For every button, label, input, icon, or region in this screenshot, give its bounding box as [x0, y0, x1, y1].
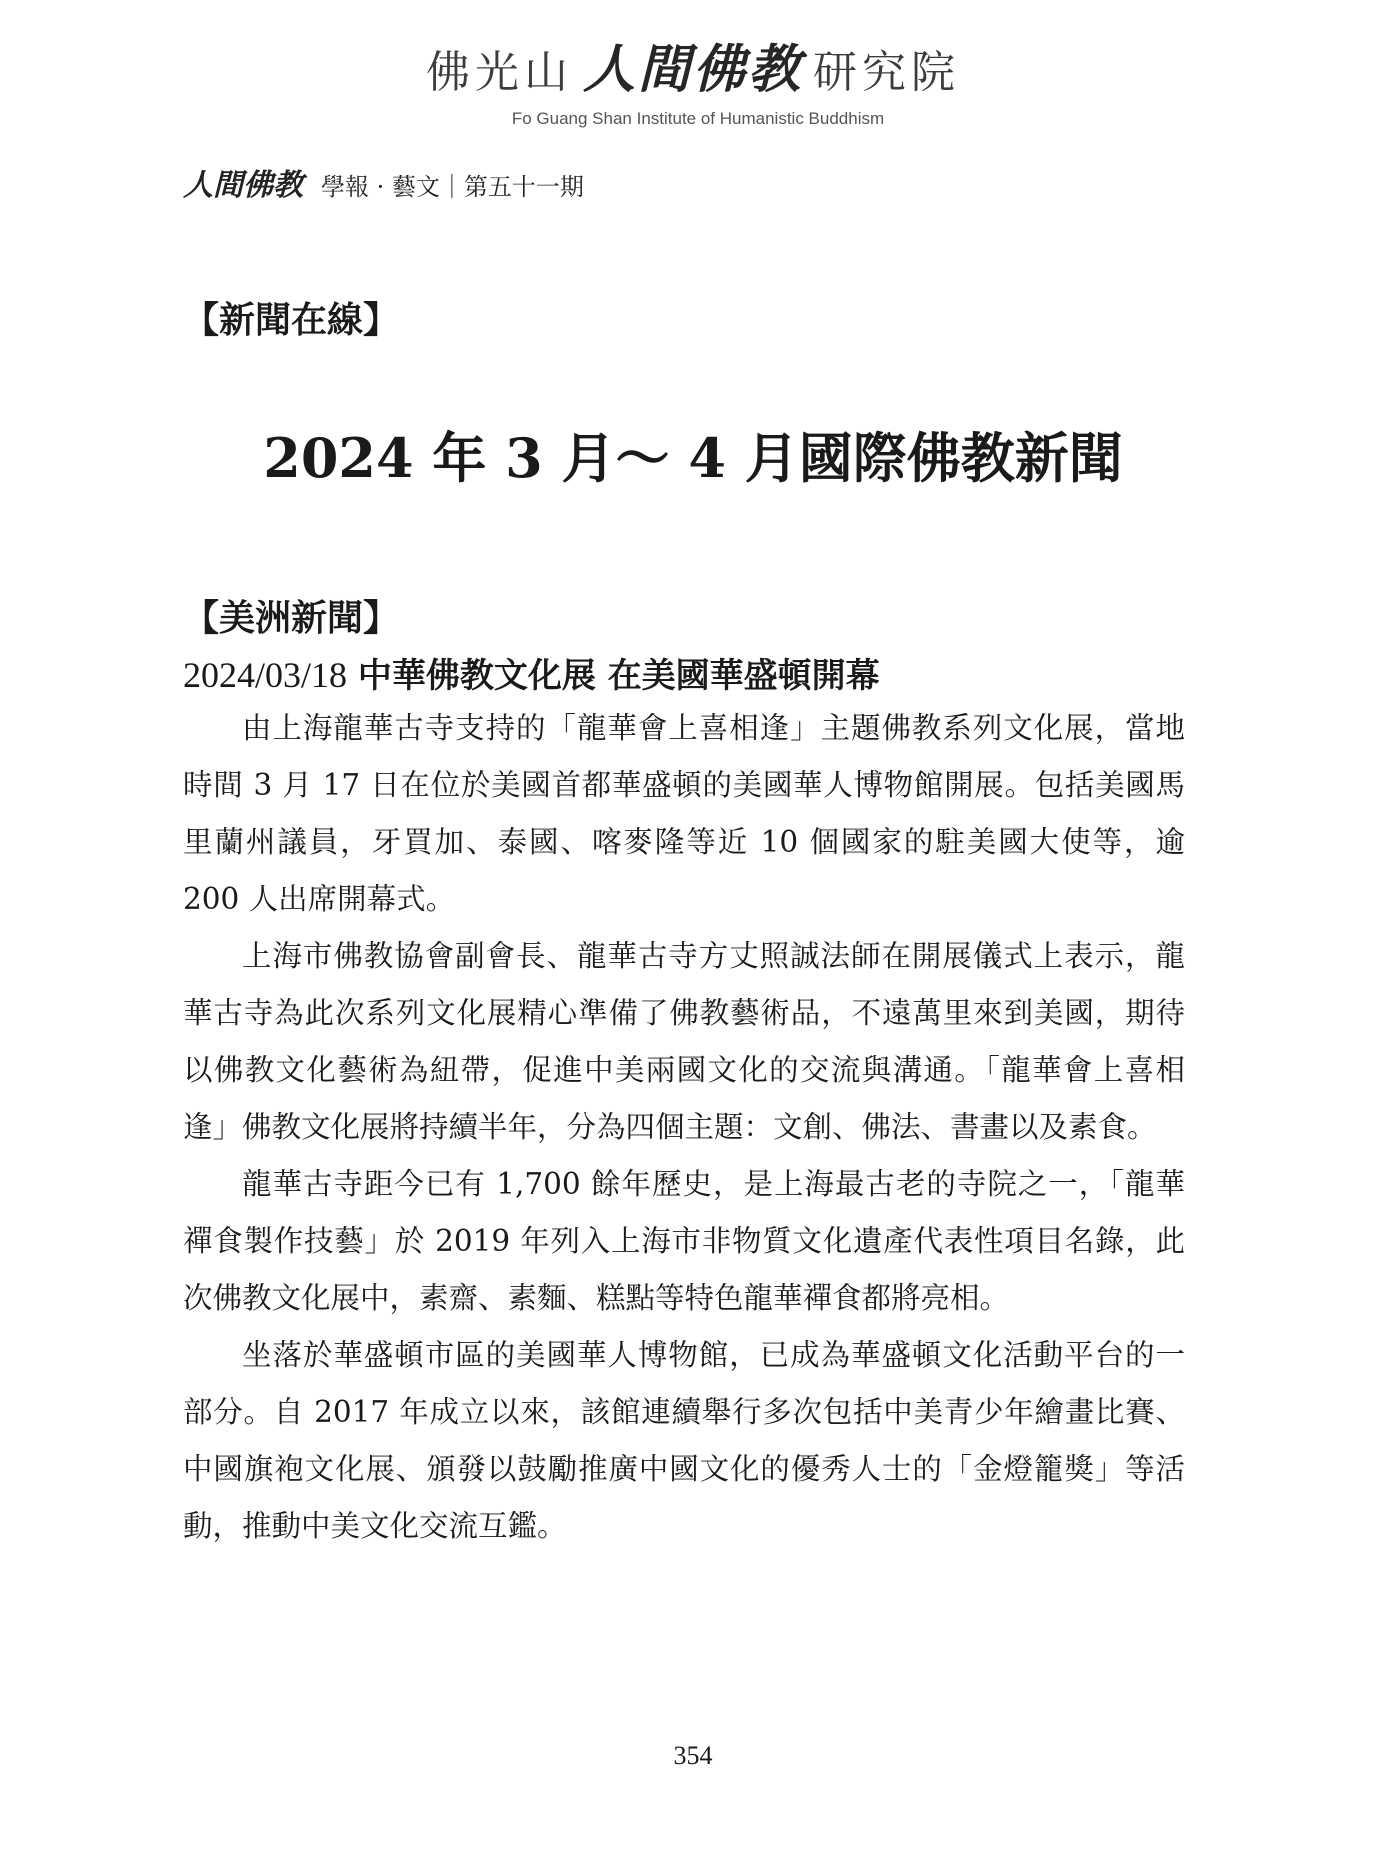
- article-paragraph-1: 由上海龍華古寺支持的「龍華會上喜相逢」主題佛教系列文化展，當地時間 3 月 17 日在位於美國首都華盛頓的美國華人博物館開展。包括美國馬里蘭州議員，牙買加、泰國、喀麥隆等近 10 個國家的駐美國大使等，逾 200 人出席開幕式。: [183, 711, 1185, 916]
- masthead-logo-text: 人間佛教: [582, 40, 803, 100]
- page-title: 2024 年 3 月～ 4 月國際佛教新聞: [263, 426, 1123, 490]
- institute-name-english: Fo Guang Shan Institute of Humanistic Buddhism: [511, 109, 885, 128]
- article-title: 中華佛教文化展 在美國華盛頓開幕: [357, 656, 880, 696]
- masthead-right: 研究院: [813, 47, 960, 98]
- journal-brand: 人間佛教: [183, 168, 303, 203]
- article-body: [183, 700, 1185, 1555]
- institute-masthead: [0, 40, 1386, 129]
- page-number: 354: [673, 1741, 713, 1770]
- article-date: 2024/03/18: [183, 655, 348, 695]
- masthead-left: 佛光山: [425, 47, 573, 98]
- section-label-news: 【新聞在線】: [183, 299, 400, 341]
- section-label-region: 【美洲新聞】: [183, 597, 400, 639]
- institute-name-chinese: [0, 40, 1386, 103]
- article-paragraph-3: 龍華古寺距今已有 1,700 餘年歷史，是上海最古老的寺院之一，「龍華禪食製作技藝」於 2019 年列入上海市非物質文化遺產代表性項目名錄，此次佛教文化展中，素齋、素麵、糕點等特色龍華禪食都將亮相。: [183, 1167, 1185, 1315]
- article-headline: [183, 648, 880, 697]
- journal-issue: 學報 · 藝文｜第五十一期: [321, 173, 584, 201]
- article-paragraph-2: 上海市佛教協會副會長、龍華古寺方丈照誠法師在開展儀式上表示，龍華古寺為此次系列文化展精心準備了佛教藝術品，不遠萬里來到美國，期待以佛教文化藝術為紐帶，促進中美兩國文化的交流與溝通。「龍華會上喜相逢」佛教文化展將持續半年，分為四個主題：文創、佛法、書畫以及素食。: [183, 939, 1185, 1144]
- article-paragraph-4: 坐落於華盛頓市區的美國華人博物館，已成為華盛頓文化活動平台的一部分。自 2017 年成立以來，該館連續舉行多次包括中美青少年繪畫比賽、中國旗袍文化展、頒發以鼓勵推廣中國文化的優秀人士的「金燈籠獎」等活動，推動中美文化交流互鑑。: [183, 1338, 1185, 1543]
- journal-running-head: [183, 160, 584, 204]
